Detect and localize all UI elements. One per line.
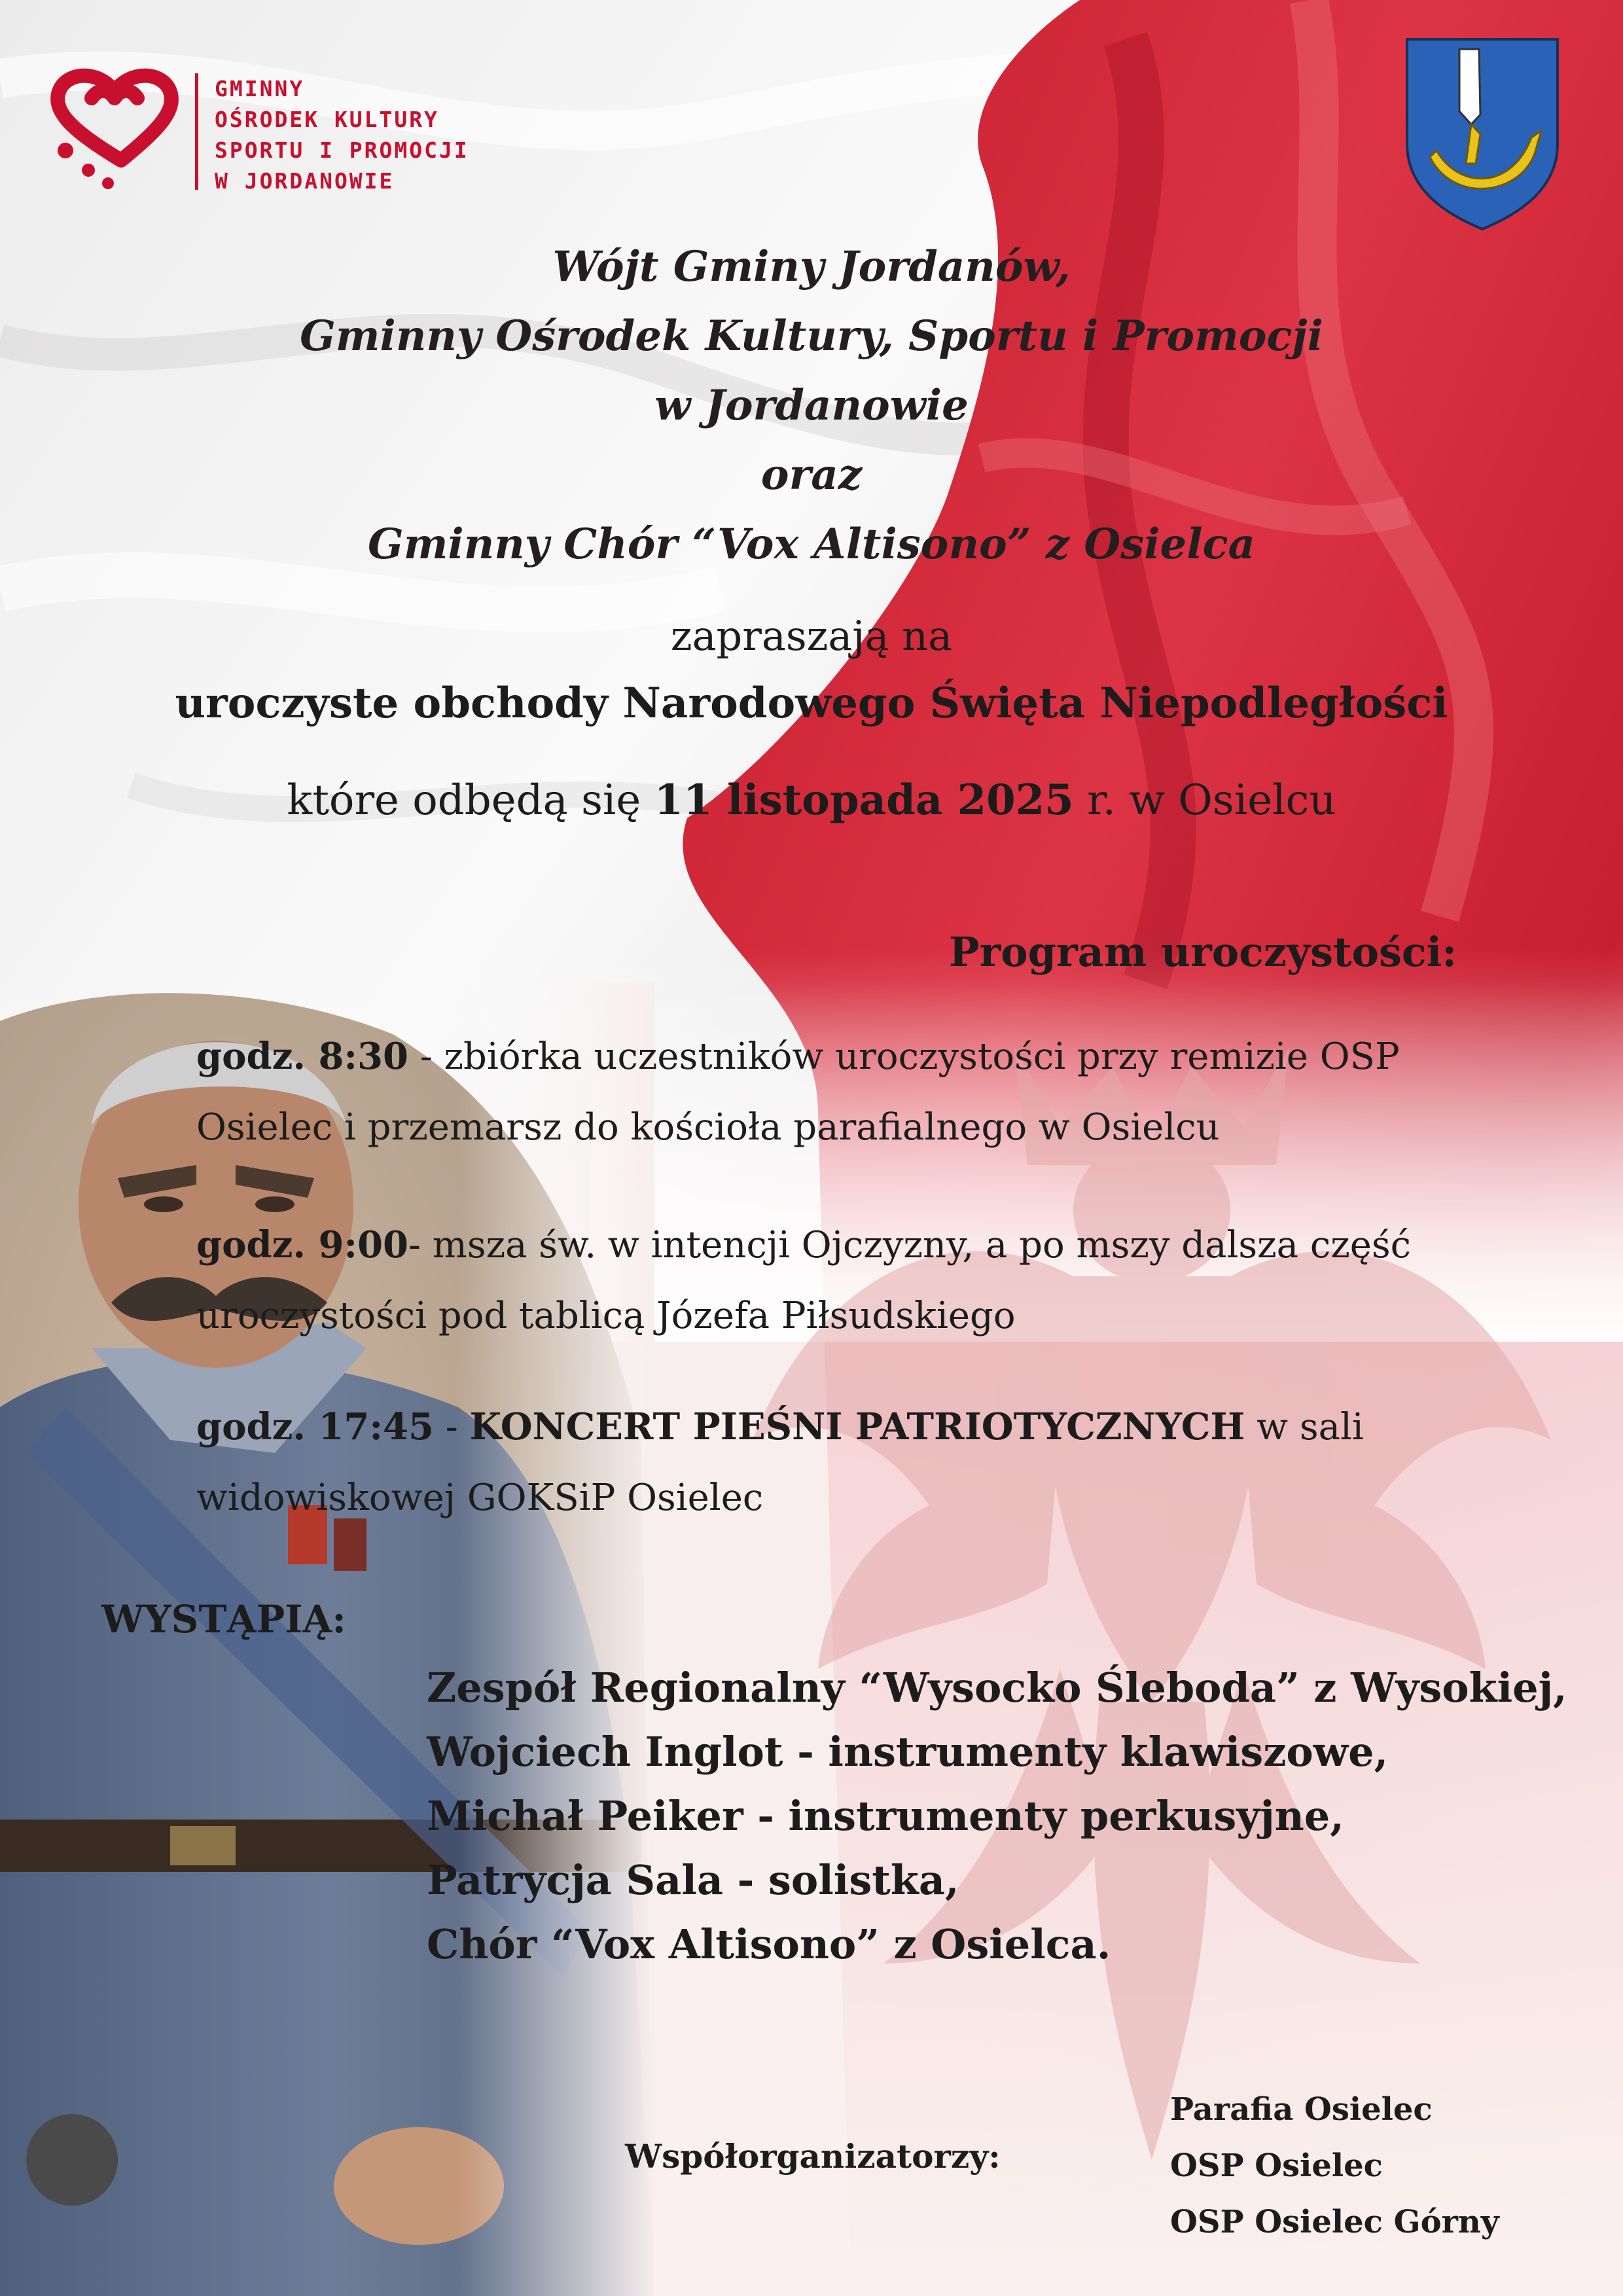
event-date-line xyxy=(0,776,1623,825)
performer-item: Patrycja Sala - solistka, xyxy=(427,1856,959,1904)
program-time: godz. 9:00 xyxy=(196,1223,409,1266)
performer-item: Zespół Regionalny “Wysocko Śleboda” z Wysokiej, xyxy=(427,1664,1567,1712)
program-text: w sali xyxy=(1245,1406,1364,1448)
program-text: - xyxy=(434,1406,470,1448)
logo-line: W JORDANOWIE xyxy=(215,168,395,194)
header-line: Gminny Chór “Vox Altisono” z Osielca xyxy=(368,520,1255,569)
coorganizers-list xyxy=(1170,2081,1499,2250)
program-time: godz. 17:45 xyxy=(196,1405,434,1448)
program-text: widowiskowej GOKSiP Osielec xyxy=(196,1477,764,1519)
logo-line: GMINNY xyxy=(215,76,305,101)
program-text: uroczystości pod tablicą Józefa Piłsudskiego xyxy=(196,1295,1016,1337)
invite-intro: zapraszają na xyxy=(670,612,953,660)
header-line: oraz xyxy=(760,450,863,499)
program-item xyxy=(196,1210,1411,1352)
header-line: w Jordanowie xyxy=(654,381,969,430)
header-line: Gminny Ośrodek Kultury, Sportu i Promocji xyxy=(300,312,1323,361)
date-prefix: które odbędą się xyxy=(287,776,654,825)
performer-item: Chór “Vox Altisono” z Osielca. xyxy=(427,1920,1111,1968)
event-date: 11 listopada 2025 xyxy=(654,776,1074,825)
program-item xyxy=(196,1391,1364,1534)
organizers-header xyxy=(0,232,1623,579)
program-text: - msza św. w intencji Ojczyzny, a po mszy dalsza część xyxy=(408,1224,1411,1266)
program-text: Osielec i przemarsz do kościoła parafialnego w Osielcu xyxy=(196,1106,1220,1149)
program-text: - zbiórka uczestników uroczystości przy remizie OSP xyxy=(408,1035,1400,1078)
coorganizer-item: OSP Osielec xyxy=(1170,2147,1383,2184)
coorganizers-label: Współorganizatorzy: xyxy=(625,2137,1001,2176)
performers-title: WYSTĄPIĄ: xyxy=(101,1597,346,1641)
org-logo-text xyxy=(215,73,469,196)
logo-line: SPORTU I PROMOCJI xyxy=(215,137,469,163)
header-line: Wójt Gminy Jordanów, xyxy=(552,242,1071,291)
logo-divider xyxy=(195,73,198,190)
concert-title: KONCERT PIEŚNI PATRIOTYCZNYCH xyxy=(469,1405,1245,1448)
logo-line: OŚRODEK KULTURY xyxy=(215,107,440,132)
event-title: uroczyste obchody Narodowego Święta Niepodległości xyxy=(175,679,1448,728)
performer-item: Michał Peiker - instrumenty perkusyjne, xyxy=(427,1792,1344,1840)
date-suffix: r. w Osielcu xyxy=(1073,776,1336,825)
performer-item: Wojciech Inglot - instrumenty klawiszowe, xyxy=(427,1728,1389,1776)
performers-list xyxy=(427,1656,1567,1977)
program-time: godz. 8:30 xyxy=(196,1035,409,1078)
coorganizer-item: Parafia Osielec xyxy=(1170,2091,1433,2128)
coorganizer-item: OSP Osielec Górny xyxy=(1170,2204,1499,2240)
program-item xyxy=(196,1021,1400,1163)
program-title: Program uroczystości: xyxy=(949,928,1457,976)
